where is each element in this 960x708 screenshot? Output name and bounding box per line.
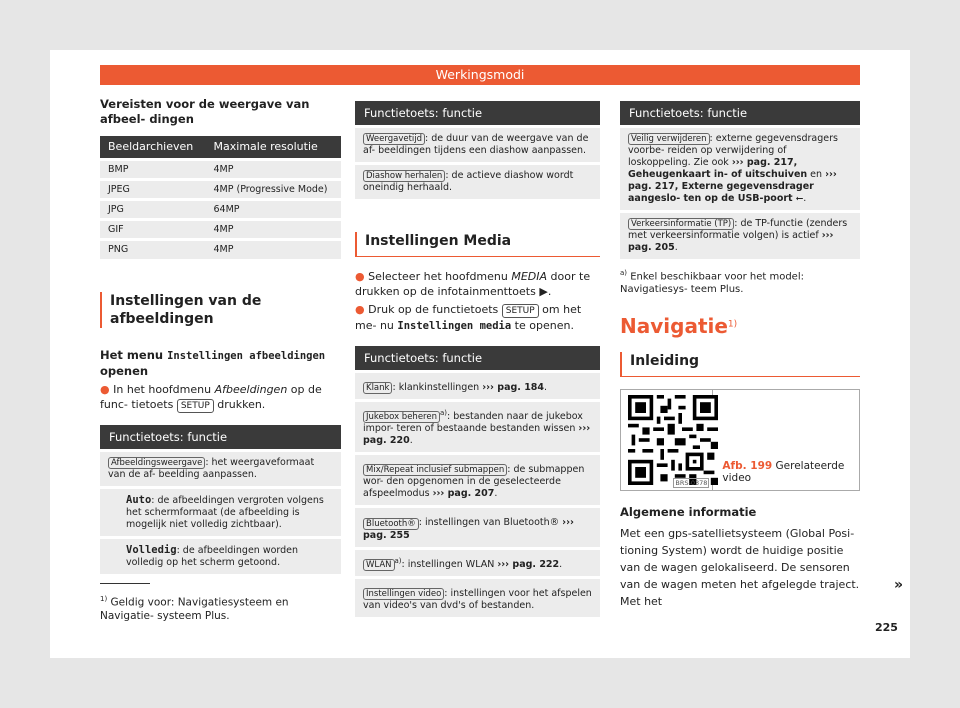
- function-row: Volledig: de afbeeldingen worden volledig op het scherm getoond.: [100, 539, 341, 574]
- instruction-step: ● In het hoofdmenu Afbeeldingen op de func- tietoets SETUP drukken.: [100, 383, 322, 411]
- function-table-header: Functietoets: functie: [100, 425, 341, 449]
- table-cell: 4MP (Progressive Mode): [206, 179, 341, 199]
- footnote-divider: [100, 583, 150, 584]
- table-cell: JPG: [100, 199, 206, 219]
- navigation-title: Navigatie$^{1)}$: [620, 314, 738, 339]
- function-table-media: [355, 346, 600, 617]
- general-info-text: Met een gps-satellietsysteem (Global Posi- tioning System) wordt de huidige positie van de wagen gelokaliseerd. De sensoren van de wagen meten het afgelegde traject. Met het: [620, 527, 860, 609]
- table-cell: GIF: [100, 219, 206, 239]
- play-circle-icon: ▶: [539, 285, 548, 298]
- function-table-header: Functietoets: functie: [355, 101, 600, 125]
- table-cell: BMP: [100, 159, 206, 179]
- column-middle: [355, 101, 600, 617]
- requirements-heading: Vereisten voor de weergave van afbeel- dingen: [100, 97, 310, 126]
- figure-caption: Afb. 199 Gerelateerde video: [722, 460, 845, 485]
- table-row: [100, 239, 341, 259]
- function-row: Auto: de afbeeldingen vergroten volgens het schermformaat (de afbeelding is mogelijk niet volledig zichtbaar).: [100, 489, 341, 536]
- function-row: Jukebox beheren $^{a)}$: bestanden naar de jukebox impor- teren of bestaande bestanden wissen ››› pag. 220.: [355, 402, 600, 452]
- manual-page: [50, 50, 910, 658]
- qr-code-icon: [621, 390, 713, 490]
- page-number: 225: [875, 621, 898, 634]
- table-cell: 4MP: [206, 159, 341, 179]
- instruction-step: ● Druk op de functietoets SETUP om het me- nu Instellingen media te openen.: [355, 303, 582, 332]
- resolution-table: [100, 136, 341, 259]
- setup-key: SETUP: [502, 304, 539, 318]
- table-row: [100, 219, 341, 239]
- function-table-slideshow: [355, 101, 600, 199]
- function-row: Instellingen video : instellingen voor het afspelen van video's van dvd's of bestanden.: [355, 579, 600, 617]
- function-table-header: Functietoets: functie: [355, 346, 600, 370]
- function-row: Bluetooth® : instellingen van Bluetooth® ››› pag. 255: [355, 508, 600, 546]
- table-cell: 4MP: [206, 219, 341, 239]
- instruction-step: ● Selecteer het hoofdmenu MEDIA door te drukken op de infotainmenttoets ▶.: [355, 270, 591, 298]
- setup-key: SETUP: [177, 399, 214, 413]
- table-header: Beeldarchieven: [100, 136, 206, 159]
- function-row: Verkeersinformatie (TP) : de TP-functie (zenders met verkeersinformatie volgen) is actief ››› pag. 205.: [620, 213, 860, 259]
- column-left: [100, 97, 341, 574]
- table-cell: 64MP: [206, 199, 341, 219]
- bullet-icon: ●: [355, 303, 365, 316]
- function-table-images: [100, 425, 341, 574]
- column-right: [620, 101, 860, 610]
- figure-tag: BRS-0378: [675, 479, 708, 488]
- table-cell: PNG: [100, 239, 206, 259]
- table-header: Maximale resolutie: [206, 136, 341, 159]
- function-row: Weergavetijd : de duur van de weergave van de af- beeldingen tijdens een diashow aanpassen.: [355, 128, 600, 162]
- section-title-media: Instellingen Media: [355, 232, 600, 257]
- bullet-icon: ●: [355, 270, 365, 283]
- function-row: Diashow herhalen : de actieve diashow wordt oneindig herhaald.: [355, 165, 600, 199]
- table-note: $^{a)}$ Enkel beschikbaar voor het model: Navigatiesys- teem Plus.: [620, 269, 804, 296]
- function-row: Veilig verwijderen : externe gegevensdragers voorbe- reiden op verwijdering of loskoppeling. Zie ook ››› pag. 217, Geheugenkaart in- of uitschuiven en ››› pag. 217, Externe gegevensdrager aangeslo- ten op de USB-poort ⭠.: [620, 128, 860, 210]
- function-row: Mix/Repeat inclusief submappen : de submappen wor- den opgenomen in de geselecteerde afspeelmodus ››› pag. 207.: [355, 455, 600, 505]
- function-table-storage: [620, 101, 860, 259]
- table-cell: 4MP: [206, 239, 341, 259]
- general-info-heading: Algemene informatie: [620, 505, 757, 520]
- table-row: [100, 159, 341, 179]
- footnote: $^{1)}$ Geldig voor: Navigatiesysteem en Navigatie- systeem Plus.: [100, 595, 289, 622]
- usb-icon: ⭠: [795, 193, 804, 204]
- function-row: WLAN $^{a)}$: instellingen WLAN ››› pag. 222.: [355, 550, 600, 576]
- function-row: Afbeeldingsweergave : het weergaveformaat van de af- beelding aanpassen.: [100, 452, 341, 486]
- figure-video: [620, 389, 860, 491]
- chapter-banner: Werkingsmodi: [100, 65, 860, 85]
- section-title-intro: Inleiding: [620, 352, 860, 377]
- function-row: Klank : klankinstellingen ››› pag. 184.: [355, 373, 600, 399]
- function-table-header: Functietoets: functie: [620, 101, 860, 125]
- section-title-images: Instellingen van de afbeeldingen: [100, 292, 341, 328]
- table-row: [100, 179, 341, 199]
- table-row: [100, 199, 341, 219]
- continue-arrow-icon: »: [894, 577, 904, 593]
- bullet-icon: ●: [100, 383, 110, 396]
- table-cell: JPEG: [100, 179, 206, 199]
- menu-heading: Het menu Instellingen afbeeldingen openen: [100, 348, 326, 378]
